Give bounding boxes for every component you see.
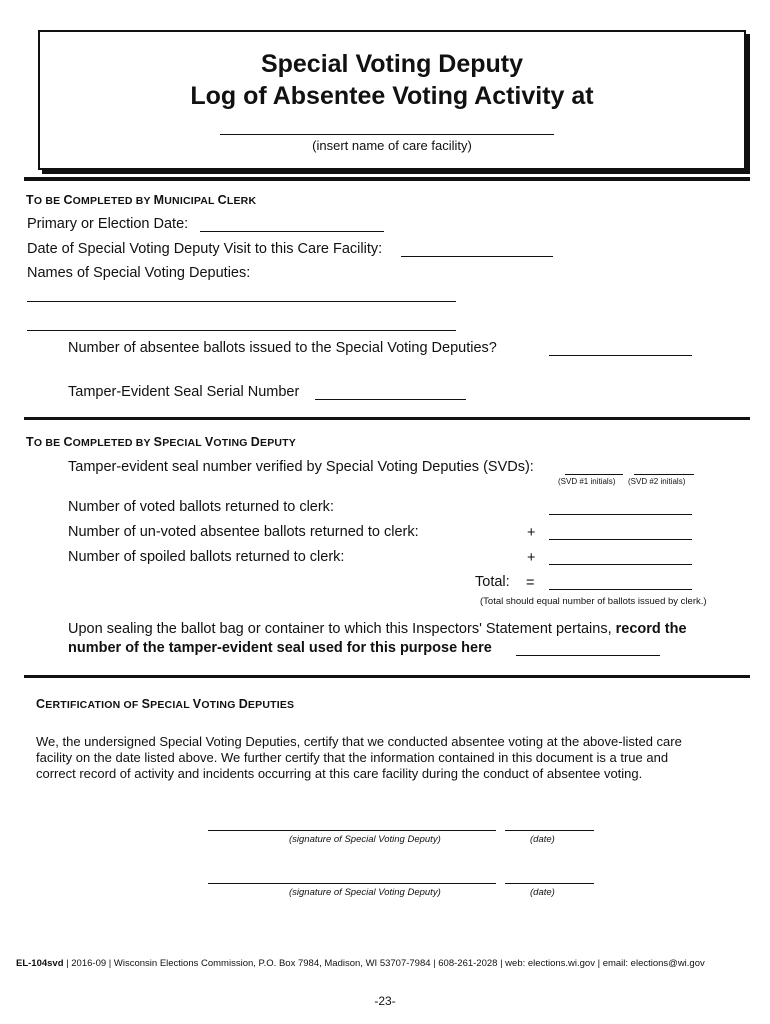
plus-sign: +	[527, 550, 536, 566]
certification-text-line-2: facility on the date listed above. We further certify that the information contained in this document is a true and	[36, 750, 669, 765]
ballots-issued-label: Number of absentee ballots issued to the Special Voting Deputies?	[68, 340, 497, 356]
form-title-line-1: Special Voting Deputy	[260, 50, 524, 78]
deputy-name-field-1[interactable]	[27, 301, 456, 302]
visit-date-field[interactable]	[401, 256, 553, 257]
certification-text-line-3: correct record of activity and incidents occurring at this care facility during the conduct of absentee voting.	[36, 766, 643, 781]
election-date-field[interactable]	[200, 231, 384, 232]
visit-date-label: Date of Special Voting Deputy Visit to this Care Facility:	[27, 241, 383, 257]
svd1-initials-field[interactable]	[565, 474, 623, 475]
section-divider	[24, 417, 750, 420]
signature-label-2: (signature of Special Voting Deputy)	[289, 887, 441, 898]
footer-details: | 2016-09 | Wisconsin Elections Commission, P.O. Box 7984, Madison, WI 53707-7984 | 608-261-2028 | web: elections.wi.gov | email: elections@wi.gov	[63, 958, 705, 969]
date-label-2: (date)	[530, 887, 555, 898]
total-label: Total:	[475, 574, 510, 590]
title-box	[38, 30, 746, 170]
total-note: (Total should equal number of ballots issued by clerk.)	[480, 596, 707, 607]
signature-label-1: (signature of Special Voting Deputy)	[289, 834, 441, 845]
voted-ballots-label: Number of voted ballots returned to clerk:	[68, 499, 334, 515]
form-id: EL-104svd	[16, 958, 64, 969]
svd-section-heading: TO BE COMPLETED BY SPECIAL VOTING DEPUTY	[26, 435, 296, 449]
seal-serial-field[interactable]	[315, 399, 466, 400]
svd2-initials-label: (SVD #2 initials)	[628, 477, 686, 486]
date-field-1[interactable]	[505, 830, 594, 831]
sealing-instruction-line-2: number of the tamper-evident seal used for this purpose here	[68, 640, 492, 656]
section-divider	[24, 675, 750, 678]
date-label-1: (date)	[530, 834, 555, 845]
page-number: -23-	[374, 994, 396, 1008]
footer	[16, 958, 705, 969]
seal-serial-label: Tamper-Evident Seal Serial Number	[68, 384, 300, 400]
spoiled-ballots-field[interactable]	[549, 564, 692, 565]
deputy-name-field-2[interactable]	[27, 330, 456, 331]
election-date-label: Primary or Election Date:	[27, 216, 189, 232]
certification-heading: CERTIFICATION OF SPECIAL VOTING DEPUTIES	[36, 697, 295, 711]
date-field-2[interactable]	[505, 883, 594, 884]
seal-number-field[interactable]	[516, 655, 660, 656]
seal-verified-label: Tamper-evident seal number verified by Special Voting Deputies (SVDs):	[68, 459, 534, 475]
certification-text-line-1: We, the undersigned Special Voting Deputies, certify that we conducted absentee voting at the above-listed care	[36, 734, 682, 749]
spoiled-ballots-label: Number of spoiled ballots returned to clerk:	[68, 549, 345, 565]
section-divider	[24, 177, 750, 181]
total-field[interactable]	[549, 589, 692, 590]
facility-name-field[interactable]	[220, 134, 554, 135]
clerk-section-heading: TO BE COMPLETED BY MUNICIPAL CLERK	[26, 193, 257, 207]
unvoted-ballots-field[interactable]	[549, 539, 692, 540]
signature-field-2[interactable]	[208, 883, 496, 884]
form-title-line-2: Log of Absentee Voting Activity at	[190, 82, 594, 110]
voted-ballots-field[interactable]	[549, 514, 692, 515]
ballots-issued-field[interactable]	[549, 355, 692, 356]
facility-name-hint: (insert name of care facility)	[312, 138, 472, 153]
deputy-names-label: Names of Special Voting Deputies:	[27, 265, 251, 281]
plus-sign: +	[527, 525, 536, 541]
svd1-initials-label: (SVD #1 initials)	[558, 477, 616, 486]
equals-sign: =	[526, 575, 535, 591]
svd2-initials-field[interactable]	[634, 474, 694, 475]
sealing-instruction-line-1: Upon sealing the ballot bag or container to which this Inspectors' Statement pertains, record the	[68, 621, 687, 637]
unvoted-ballots-label: Number of un-voted absentee ballots returned to clerk:	[68, 524, 419, 540]
signature-field-1[interactable]	[208, 830, 496, 831]
